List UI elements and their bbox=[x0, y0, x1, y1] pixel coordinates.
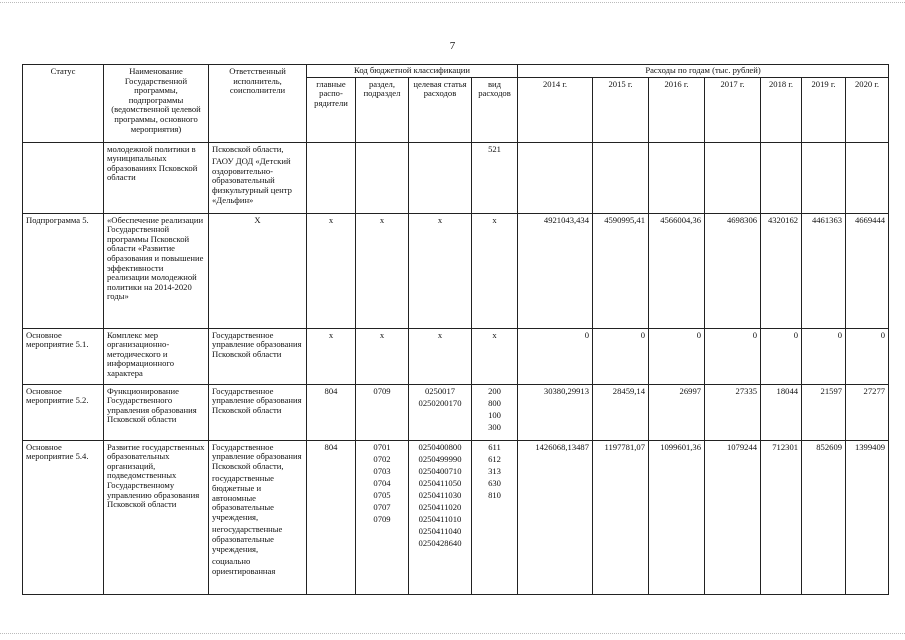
header-target: целевая статья расходов bbox=[409, 77, 472, 142]
row-value: 4698306 bbox=[705, 213, 761, 328]
responsible-line: Государственное управление образования Псковской области, bbox=[212, 441, 302, 471]
row-grbs: 804 bbox=[307, 440, 356, 594]
header-expenses: Расходы по годам (тыс. рублей) bbox=[518, 65, 889, 78]
row-responsible bbox=[209, 142, 307, 213]
row-name: Комплекс мер организационно-методического и информационного характера bbox=[104, 328, 209, 384]
row-status: Основное мероприятие 5.1. bbox=[23, 328, 104, 384]
row-value: 1426068,13487 bbox=[518, 440, 593, 594]
row-value: 0 bbox=[705, 328, 761, 384]
row-kind bbox=[472, 440, 518, 594]
row-value: 27277 bbox=[846, 384, 889, 440]
row-value: 4590995,41 bbox=[593, 213, 649, 328]
row-section bbox=[356, 384, 409, 440]
row-target: x bbox=[409, 213, 472, 328]
row-value: 4669444 bbox=[846, 213, 889, 328]
row-value bbox=[518, 142, 593, 213]
section-code: 0709 bbox=[373, 514, 391, 525]
row-grbs: x bbox=[307, 328, 356, 384]
row-section: x bbox=[356, 328, 409, 384]
row-value: 21597 bbox=[802, 384, 846, 440]
row-value: 1197781,07 bbox=[593, 440, 649, 594]
row-value: 852609 bbox=[802, 440, 846, 594]
target-code: 0250411020 bbox=[418, 502, 462, 513]
row-name: молодежной политики в муниципальных образованиях Псковской области bbox=[104, 142, 209, 213]
row-target bbox=[409, 440, 472, 594]
section-code: 0702 bbox=[373, 453, 391, 464]
table-row bbox=[23, 384, 889, 440]
responsible-line: ГАОУ ДОД «Детский оздоровительно-образовательный физкультурный центр «Дельфин» bbox=[212, 156, 292, 205]
kind-code: 800 bbox=[488, 397, 501, 408]
kind-code: 313 bbox=[488, 465, 501, 476]
row-responsible: Государственное управление образования Псковской области bbox=[209, 328, 307, 384]
row-value: 27335 bbox=[705, 384, 761, 440]
header-section: раздел, подраздел bbox=[356, 77, 409, 142]
responsible-line: негосударственные образовательные учреждения, bbox=[212, 524, 283, 554]
row-name: Развитие государственных образовательных организаций, подведомственных Государственному управлению образования Псковской области bbox=[104, 440, 209, 594]
header-year: 2014 г. bbox=[518, 77, 593, 142]
section-code: 0707 bbox=[373, 502, 391, 513]
row-grbs bbox=[307, 142, 356, 213]
row-value bbox=[593, 142, 649, 213]
target-code: 0250411030 bbox=[418, 489, 462, 500]
header-year: 2017 г. bbox=[705, 77, 761, 142]
header-year: 2015 г. bbox=[593, 77, 649, 142]
row-value: 712301 bbox=[761, 440, 802, 594]
row-value bbox=[705, 142, 761, 213]
kind-code: 630 bbox=[488, 477, 501, 488]
target-code: 0250411050 bbox=[418, 477, 462, 488]
section-code: 0703 bbox=[373, 465, 391, 476]
row-value: 0 bbox=[518, 328, 593, 384]
row-value: 1079244 bbox=[705, 440, 761, 594]
kind-code: 612 bbox=[488, 453, 501, 464]
table-row bbox=[23, 142, 889, 213]
row-kind bbox=[472, 142, 518, 213]
row-value: 18044 bbox=[761, 384, 802, 440]
row-name: Функционирование Государственного управления образования Псковской области bbox=[104, 384, 209, 440]
header-budget-code: Код бюджетной классификации bbox=[307, 65, 518, 78]
row-target: x bbox=[409, 328, 472, 384]
header-kind: вид расходов bbox=[472, 77, 518, 142]
row-value: 0 bbox=[846, 328, 889, 384]
header-year: 2016 г. bbox=[649, 77, 705, 142]
row-grbs: 804 bbox=[307, 384, 356, 440]
responsible-line: Псковской области, bbox=[212, 143, 284, 154]
target-code: 0250411010 bbox=[418, 514, 462, 525]
header-year: 2019 г. bbox=[802, 77, 846, 142]
row-value: 26997 bbox=[649, 384, 705, 440]
row-status: Основное мероприятие 5.4. bbox=[23, 440, 104, 594]
kind-code: 810 bbox=[488, 489, 501, 500]
row-status: Подпрограмма 5. bbox=[23, 213, 104, 328]
header-year: 2020 г. bbox=[846, 77, 889, 142]
target-code: 0250200170 bbox=[418, 397, 462, 408]
kind-code: 521 bbox=[488, 143, 501, 154]
kind-code: 611 bbox=[488, 441, 501, 452]
header-grbs: главные распо-рядители bbox=[307, 77, 356, 142]
row-responsible: X bbox=[209, 213, 307, 328]
row-target bbox=[409, 384, 472, 440]
section-code: 0709 bbox=[373, 385, 391, 396]
responsible-line: социально ориентированная bbox=[212, 556, 276, 576]
section-code: 0704 bbox=[373, 477, 391, 488]
row-value: 1399409 bbox=[846, 440, 889, 594]
table-row bbox=[23, 328, 889, 384]
target-code: 0250400710 bbox=[418, 465, 462, 476]
kind-code: 300 bbox=[488, 421, 501, 432]
header-status: Статус bbox=[23, 65, 104, 143]
header-name: Наименование Государственной программы, подпрограммы (ведомственной целевой программы, основного мероприятия) bbox=[104, 65, 209, 143]
row-value: 0 bbox=[649, 328, 705, 384]
target-code: 0250411040 bbox=[418, 526, 462, 537]
section-code: 0701 bbox=[373, 441, 391, 452]
kind-code: 100 bbox=[488, 409, 501, 420]
row-value: 0 bbox=[593, 328, 649, 384]
header-responsible: Ответственный исполнитель, соисполнители bbox=[209, 65, 307, 143]
table-row bbox=[23, 440, 889, 594]
row-responsible: Государственное управление образования Псковской области bbox=[209, 384, 307, 440]
row-grbs: x bbox=[307, 213, 356, 328]
target-code: 0250428640 bbox=[418, 538, 462, 549]
row-value: 0 bbox=[761, 328, 802, 384]
row-value: 28459,14 bbox=[593, 384, 649, 440]
row-section: x bbox=[356, 213, 409, 328]
row-value: 4461363 bbox=[802, 213, 846, 328]
row-value: 4320162 bbox=[761, 213, 802, 328]
row-target bbox=[409, 142, 472, 213]
kind-code: 200 bbox=[488, 385, 501, 396]
target-code: 0250017 bbox=[424, 385, 456, 396]
target-code: 0250499990 bbox=[418, 453, 462, 464]
row-value bbox=[649, 142, 705, 213]
row-value: 4921043,434 bbox=[518, 213, 593, 328]
section-code: 0705 bbox=[373, 489, 391, 500]
header-year: 2018 г. bbox=[761, 77, 802, 142]
row-responsible bbox=[209, 440, 307, 594]
row-value: 4566004,36 bbox=[649, 213, 705, 328]
table-row bbox=[23, 213, 889, 328]
row-value bbox=[761, 142, 802, 213]
top-edge bbox=[0, 2, 905, 3]
row-kind bbox=[472, 384, 518, 440]
row-value: 30380,29913 bbox=[518, 384, 593, 440]
target-code: 0250400800 bbox=[418, 441, 462, 452]
budget-table bbox=[22, 64, 889, 595]
row-status bbox=[23, 142, 104, 213]
header-row-1 bbox=[23, 65, 889, 78]
row-name: «Обеспечение реализации Государственной программы Псковской области «Развитие образования и повышение эффективности реализации молодежной политики на 2014-2020 годы» bbox=[104, 213, 209, 328]
bottom-edge bbox=[0, 633, 905, 634]
row-value: 1099601,36 bbox=[649, 440, 705, 594]
page-number: 7 bbox=[449, 40, 456, 52]
row-value bbox=[802, 142, 846, 213]
row-status: Основное мероприятие 5.2. bbox=[23, 384, 104, 440]
row-section bbox=[356, 142, 409, 213]
row-value bbox=[846, 142, 889, 213]
responsible-line: государственные бюджетные и автономные образовательные учреждения, bbox=[212, 473, 274, 522]
row-kind: x bbox=[472, 328, 518, 384]
row-section bbox=[356, 440, 409, 594]
row-kind: x bbox=[472, 213, 518, 328]
row-value: 0 bbox=[802, 328, 846, 384]
